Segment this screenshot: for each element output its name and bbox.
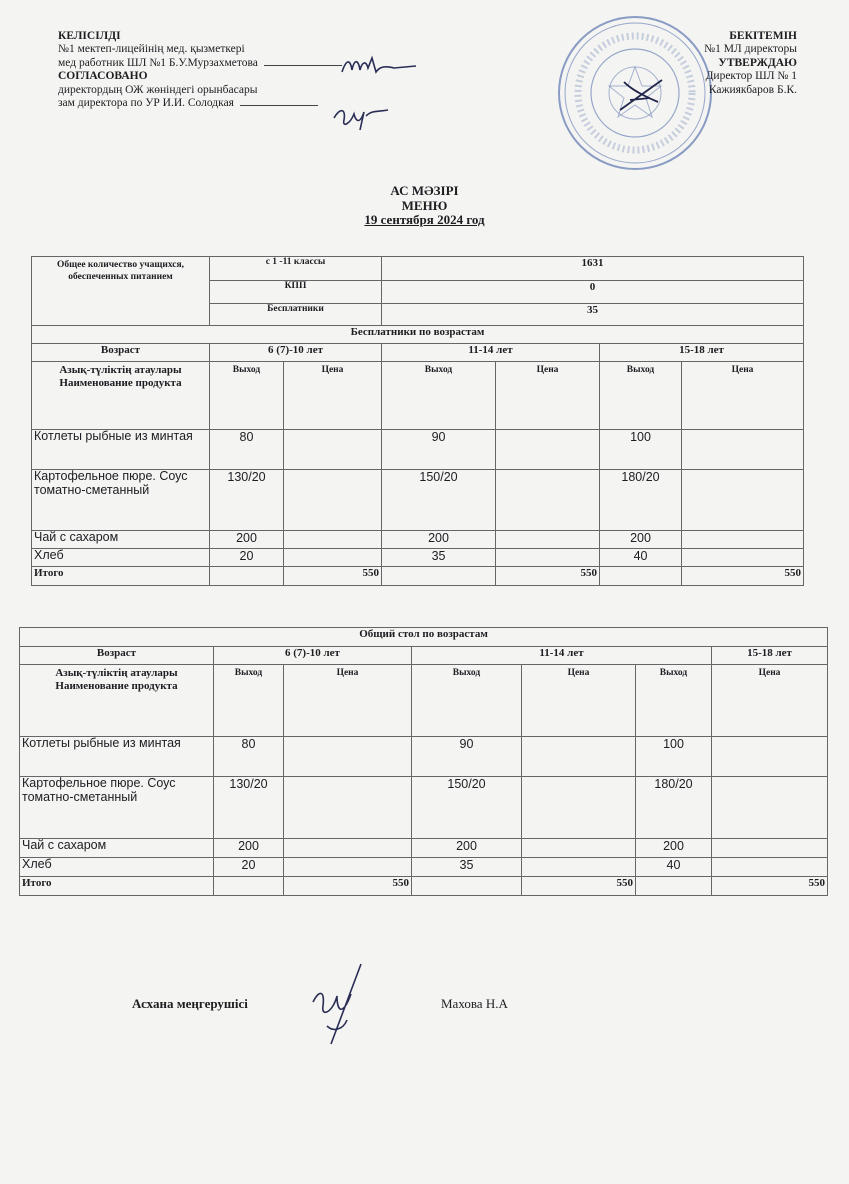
output-header: Выход [600, 362, 682, 430]
table-row [20, 737, 828, 777]
price-value [682, 531, 804, 549]
summary-row-label: с 1 -11 классы [210, 257, 382, 281]
price-header: Цена [284, 362, 382, 430]
price-value [284, 430, 382, 470]
age-group: 11-14 лет [412, 647, 712, 665]
table-row [32, 531, 804, 549]
deputy-ru: зам директора по УР И.И. Солодкая [58, 97, 342, 110]
med-worker-kz: №1 мектеп-лицейінің мед. қызметкері [58, 43, 245, 56]
output-value: 130/20 [210, 470, 284, 531]
canteen-head-name: Махова Н.А [441, 996, 508, 1011]
age-group: 6 (7)-10 лет [214, 647, 412, 665]
price-value [682, 549, 804, 567]
output-value: 100 [600, 430, 682, 470]
total-row [32, 567, 804, 586]
age-row [20, 647, 828, 665]
price-value [712, 858, 828, 877]
price-header: Цена [284, 665, 412, 737]
title-ru: МЕНЮ [401, 197, 448, 213]
age-label: Возраст [20, 647, 214, 665]
column-header-row [20, 665, 828, 737]
total-label: Итого [20, 877, 214, 896]
price-header: Цена [496, 362, 600, 430]
approve-ru-label: УТВЕРЖДАЮ [718, 56, 797, 69]
agreed-ru-label: СОГЛАСОВАНО [58, 70, 148, 83]
table-row [20, 777, 828, 839]
output-value: 200 [382, 531, 496, 549]
output-value: 80 [210, 430, 284, 470]
product-name: Чай с сахаром [20, 839, 214, 858]
total-value: 550 [284, 567, 382, 586]
table-row [20, 858, 828, 877]
menu-date: 19 сентября 2024 год [364, 212, 485, 227]
column-header-row [32, 362, 804, 430]
age-group: 15-18 лет [600, 344, 804, 362]
med-worker-ru: мед работник ШЛ №1 Б.У.Мурзахметова [58, 57, 342, 70]
output-header: Выход [382, 362, 496, 430]
total-value: 550 [712, 877, 828, 896]
output-value: 200 [600, 531, 682, 549]
price-value [682, 430, 804, 470]
approval-block-right [704, 30, 797, 97]
output-value: 20 [214, 858, 284, 877]
total-value: 550 [682, 567, 804, 586]
summary-row-label: Бесплатники [210, 304, 382, 326]
total-value: 550 [284, 877, 412, 896]
general-meals-table [19, 627, 828, 896]
product-name: Хлеб [32, 549, 210, 567]
product-name: Котлеты рыбные из минтая [32, 430, 210, 470]
table-caption-row [20, 628, 828, 647]
product-header: Азық-түліктің атаулары Наименование продукта [32, 362, 210, 430]
table-caption: Бесплатники по возрастам [32, 326, 804, 344]
output-value: 200 [636, 839, 712, 858]
summary-row-value: 35 [382, 304, 804, 326]
price-value [284, 531, 382, 549]
output-value: 90 [382, 430, 496, 470]
summary-row-value: 1631 [382, 257, 804, 281]
price-value [284, 839, 412, 858]
age-row [32, 344, 804, 362]
total-value: 550 [496, 567, 600, 586]
output-value: 180/20 [636, 777, 712, 839]
output-header: Выход [412, 665, 522, 737]
canteen-head-role: Асхана меңгерушісі [132, 996, 248, 1011]
price-header: Цена [682, 362, 804, 430]
output-value: 20 [210, 549, 284, 567]
output-value: 35 [412, 858, 522, 877]
output-value: 40 [636, 858, 712, 877]
output-value: 200 [214, 839, 284, 858]
total-value: 550 [522, 877, 636, 896]
output-value: 40 [600, 549, 682, 567]
product-name: Чай с сахаром [32, 531, 210, 549]
summary-row [32, 257, 804, 281]
product-name: Котлеты рыбные из минтая [20, 737, 214, 777]
product-name: Картофельное пюре. Соус томатно-сметанный [32, 470, 210, 531]
price-value [522, 858, 636, 877]
menu-title [0, 184, 849, 228]
director-name: Кажиякбаров Б.К. [708, 83, 797, 96]
approval-block-left [58, 30, 342, 110]
director-ru: Директор ШЛ № 1 [705, 70, 797, 83]
price-header: Цена [522, 665, 636, 737]
output-value: 100 [636, 737, 712, 777]
title-kz: АС МӘЗІРІ [390, 183, 459, 198]
price-value [284, 777, 412, 839]
canteen-head-signature [303, 960, 373, 1050]
output-value: 200 [210, 531, 284, 549]
output-value: 200 [412, 839, 522, 858]
age-group: 11-14 лет [382, 344, 600, 362]
price-value [522, 777, 636, 839]
product-header: Азық-түліктің атаулары Наименование продукта [20, 665, 214, 737]
table-caption-row [32, 326, 804, 344]
product-name: Картофельное пюре. Соус томатно-сметанный [20, 777, 214, 839]
free-meals-table [31, 256, 804, 586]
price-value [712, 777, 828, 839]
deputy-kz: директордың ОЖ жөніндегі орынбасары [58, 83, 258, 96]
price-value [496, 531, 600, 549]
table-row [32, 470, 804, 531]
total-row [20, 877, 828, 896]
output-value: 150/20 [382, 470, 496, 531]
total-label: Итого [32, 567, 210, 586]
price-value [284, 549, 382, 567]
price-value [284, 737, 412, 777]
output-value: 35 [382, 549, 496, 567]
table-row [32, 549, 804, 567]
price-value [284, 858, 412, 877]
med-worker-signature [338, 52, 418, 80]
price-value [496, 549, 600, 567]
summary-label: Общее количество учащихся, обеспеченных питанием [32, 257, 210, 326]
director-kz: №1 МЛ директоры [704, 43, 797, 56]
price-value [496, 470, 600, 531]
output-value: 150/20 [412, 777, 522, 839]
age-group: 15-18 лет [712, 647, 828, 665]
output-value: 90 [412, 737, 522, 777]
output-header: Выход [636, 665, 712, 737]
age-group: 6 (7)-10 лет [210, 344, 382, 362]
agreed-kz-label: КЕЛІСІЛДІ [58, 30, 121, 42]
approve-kz-label: БЕКІТЕМІН [729, 30, 797, 42]
price-value [682, 470, 804, 531]
age-label: Возраст [32, 344, 210, 362]
director-signature [610, 70, 672, 118]
summary-row-label: КПП [210, 281, 382, 304]
price-value [712, 839, 828, 858]
output-value: 130/20 [214, 777, 284, 839]
price-value [496, 430, 600, 470]
summary-row-value: 0 [382, 281, 804, 304]
price-value [284, 470, 382, 531]
output-value: 180/20 [600, 470, 682, 531]
price-header: Цена [712, 665, 828, 737]
table-row [32, 430, 804, 470]
output-header: Выход [214, 665, 284, 737]
output-value: 80 [214, 737, 284, 777]
table-row [20, 839, 828, 858]
table-caption: Общий стол по возрастам [20, 628, 828, 647]
price-value [522, 737, 636, 777]
output-header: Выход [210, 362, 284, 430]
product-name: Хлеб [20, 858, 214, 877]
price-value [522, 839, 636, 858]
price-value [712, 737, 828, 777]
deputy-signature [330, 102, 394, 132]
